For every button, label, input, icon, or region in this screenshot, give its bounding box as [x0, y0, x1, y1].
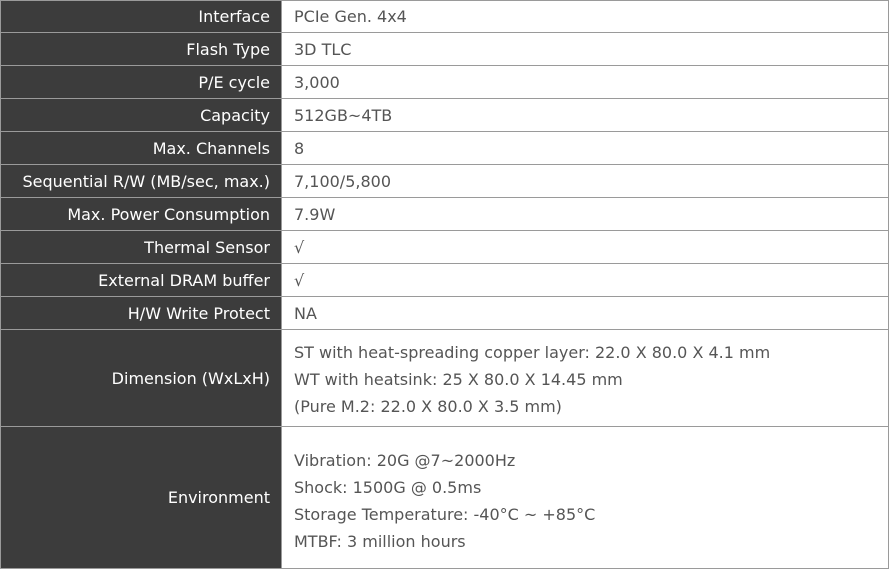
dimension-lines: [294, 337, 888, 420]
spec-label-max-channels: Max. Channels: [1, 132, 282, 165]
table-row: [1, 66, 889, 99]
table-row-dimension: [1, 330, 889, 427]
table-row: [1, 231, 889, 264]
dimension-line: ST with heat-spreading copper layer: 22.0 X 80.0 X 4.1 mm: [294, 342, 771, 362]
spec-value-pe-cycle: 3,000: [282, 66, 889, 99]
environment-lines: [294, 441, 888, 555]
spec-label-pe-cycle: P/E cycle: [1, 66, 282, 99]
spec-label-write-protect: H/W Write Protect: [1, 297, 282, 330]
table-row: [1, 165, 889, 198]
table-row: [1, 1, 889, 33]
spec-value-capacity: 512GB~4TB: [282, 99, 889, 132]
table-row: [1, 33, 889, 66]
table-row: [1, 264, 889, 297]
environment-line: Storage Temperature: -40°C ~ +85°C: [294, 504, 596, 524]
spec-label-dram-buffer: External DRAM buffer: [1, 264, 282, 297]
spec-value-write-protect: NA: [282, 297, 889, 330]
dimension-line: (Pure M.2: 22.0 X 80.0 X 3.5 mm): [294, 396, 562, 416]
spec-label-dimension: Dimension (WxLxH): [1, 330, 282, 427]
spec-value-flash-type: 3D TLC: [282, 33, 889, 66]
environment-line: MTBF: 3 million hours: [294, 531, 466, 551]
spec-value-environment: [282, 427, 889, 569]
spec-label-thermal-sensor: Thermal Sensor: [1, 231, 282, 264]
environment-line: Shock: 1500G @ 0.5ms: [294, 477, 482, 497]
spec-label-interface: Interface: [1, 1, 282, 33]
dimension-line: WT with heatsink: 25 X 80.0 X 14.45 mm: [294, 369, 623, 389]
spec-value-interface: PCIe Gen. 4x4: [282, 1, 889, 33]
table-row: [1, 297, 889, 330]
table-row-environment: [1, 427, 889, 569]
spec-value-dimension: [282, 330, 889, 427]
environment-line: Vibration: 20G @7~2000Hz: [294, 450, 516, 470]
spec-value-sequential-rw: 7,100/5,800: [282, 165, 889, 198]
spec-label-environment: Environment: [1, 427, 282, 569]
table-row: [1, 198, 889, 231]
spec-value-dram-buffer: √: [282, 264, 889, 297]
spec-label-capacity: Capacity: [1, 99, 282, 132]
table-row: [1, 132, 889, 165]
table-row: [1, 99, 889, 132]
spec-value-max-power: 7.9W: [282, 198, 889, 231]
spec-label-sequential-rw: Sequential R/W (MB/sec, max.): [1, 165, 282, 198]
spec-label-flash-type: Flash Type: [1, 33, 282, 66]
spec-label-max-power: Max. Power Consumption: [1, 198, 282, 231]
spec-value-max-channels: 8: [282, 132, 889, 165]
spec-value-thermal-sensor: √: [282, 231, 889, 264]
